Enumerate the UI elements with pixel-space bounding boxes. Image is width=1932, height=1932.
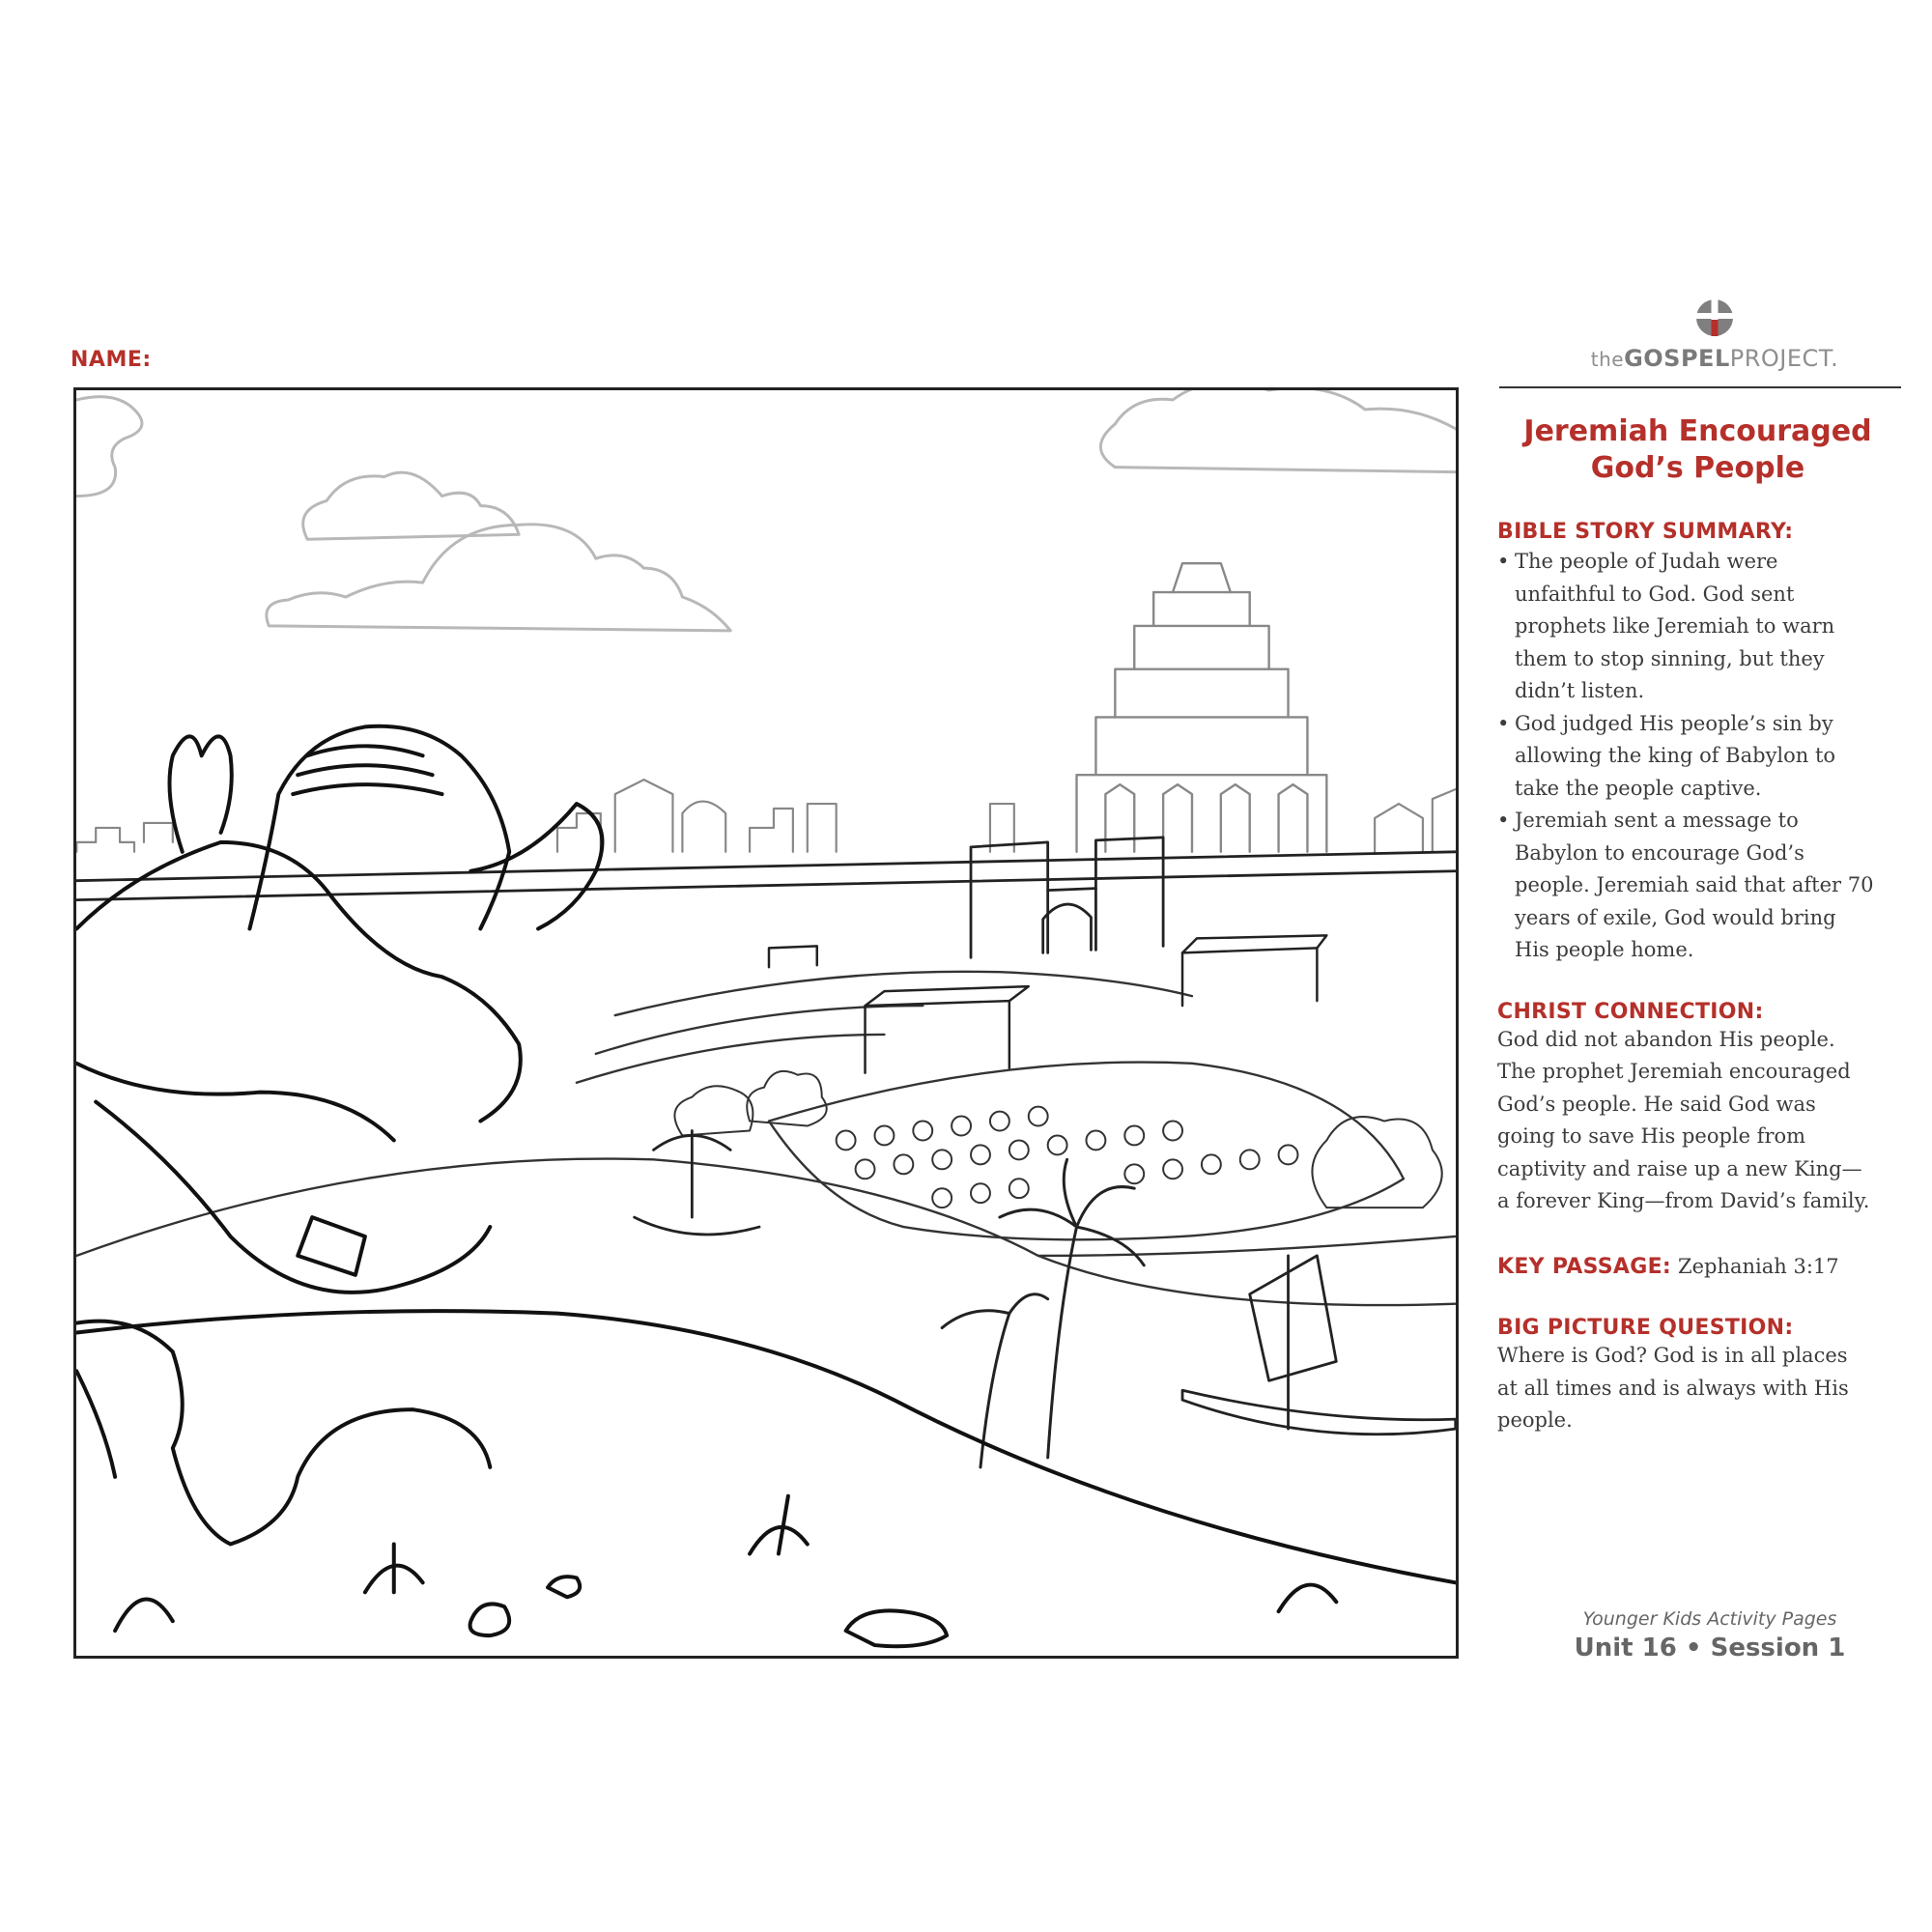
key-passage-heading: KEY PASSAGE: (1497, 1254, 1672, 1279)
cross-logo-icon (1695, 298, 1734, 337)
footer-subtitle: Younger Kids Activity Pages (1582, 1608, 1837, 1630)
coloring-illustration (73, 387, 1459, 1659)
palm-tree-icon (942, 1159, 1144, 1467)
hill (76, 1311, 1455, 1646)
summary-bullet: • God judged His people’s sin by allowing the king of Babylon to take the people captive. (1497, 708, 1874, 806)
big-picture-text: Where is God? God is in all places at all times and is always with His people. (1497, 1344, 1849, 1432)
bible-story-summary (1497, 520, 1874, 967)
lesson-title: Jeremiah Encouraged God’s People (1523, 414, 1872, 485)
summary-bullet: • Jeremiah sent a message to Babylon to encourage God’s people. Jeremiah said that after 70 years of exile, God would bring His people home. (1497, 805, 1874, 967)
summary-bullet: • The people of Judah were unfaithful to God. God sent prophets like Jeremiah to warn them to stop sinning, but they didn’t listen. (1497, 546, 1874, 708)
logo-wordmark: theGOSPELPROJECT. (1590, 345, 1839, 372)
unit-session: Unit 16 • Session 1 (1574, 1634, 1846, 1662)
jeremiah-figure (76, 726, 602, 1545)
key-passage (1497, 1251, 1874, 1284)
christ-text: God did not abandon His people. The prophet Jeremiah encouraged God’s people. He said God was going to save His people from captivity and raise up a new King—a forever King—from David’s family. (1497, 1027, 1870, 1212)
gospel-project-logo (1531, 295, 1898, 382)
name-label: NAME: (71, 348, 152, 372)
info-panel (1497, 413, 1874, 1470)
page-footer (1531, 1608, 1889, 1662)
key-passage-text: Zephaniah 3:17 (1678, 1254, 1839, 1278)
christ-connection (1497, 1000, 1874, 1218)
bush-icon (674, 1071, 1441, 1208)
ziggurat-tower (1077, 563, 1327, 852)
summary-heading: BIBLE STORY SUMMARY: (1497, 520, 1794, 544)
header-divider (1499, 386, 1901, 388)
boat-icon (635, 1130, 1456, 1434)
christ-heading: CHRIST CONNECTION: (1497, 999, 1764, 1024)
big-picture-question (1497, 1316, 1874, 1437)
house-icon (769, 935, 1326, 1072)
farm-fields (76, 972, 1455, 1305)
big-picture-heading: BIG PICTURE QUESTION: (1497, 1316, 1794, 1340)
